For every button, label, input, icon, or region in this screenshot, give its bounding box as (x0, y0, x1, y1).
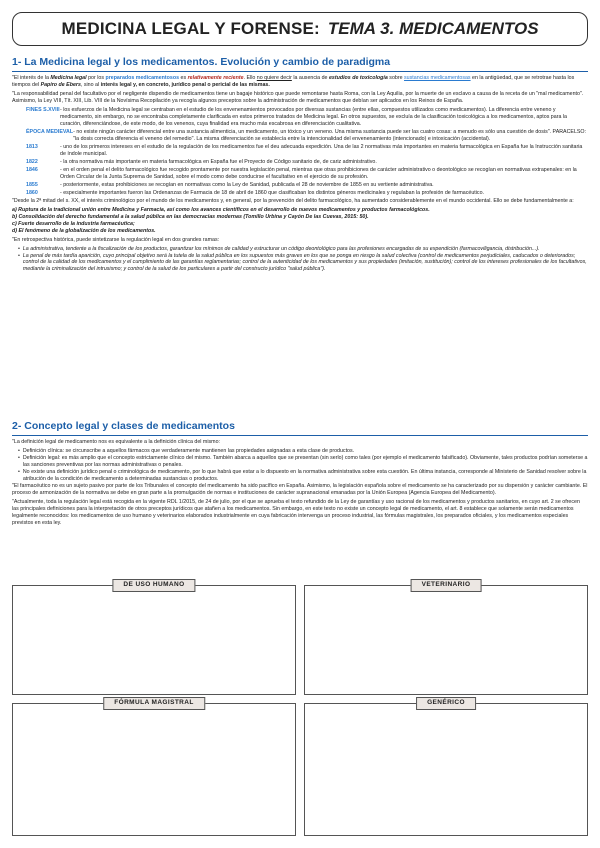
list-item: • La administrativa, tendente a la fiscalización de los productos, garantizar los mínimos de calidad y estructurar un código deontológico para las profesiones encargadas de su expendición (farmacoviligancia, distribución...). (18, 245, 540, 252)
section-2 (12, 420, 588, 529)
s1-paragraph-4: "En retrospectiva histórica, puede sintetizarse la regulación legal en dos grandes ramas: (12, 236, 220, 243)
causes-list (12, 207, 588, 235)
bullet-icon: • (18, 454, 20, 461)
bullet-icon: • (18, 468, 20, 475)
timeline-item (26, 159, 588, 166)
bullet-icon: • (18, 252, 20, 259)
bullet-icon: • (18, 245, 20, 252)
box-title: FÓRMULA MAGISTRAL (103, 697, 205, 710)
s1-paragraph-3: "Desde la 2ª mitad del s. XX, el interés criminológico por el mundo de los medicamentos y, en general, por la prevención del delito farmacológico, ha aumentado considerablemente en el mundo occidental. Ello se debe fundamentalmente a: (12, 197, 574, 204)
s1-paragraph-2: "La responsabilidad penal del facultativo por el negligente dispendio de medicamentos tiene un bagaje histórico que puede remontarse hasta Roma, con la Ley Aquilia, por la muerte de un esclavo a causa de la receta de un "mal medicamento". Asimismo, la Ley VIII, Tít. XIII, Lib. VIII de la Novísima Recopilación ya recogía algunos preceptos sobre la administración de medicamentos que debían ser aplicados en los Reinos de España. (12, 90, 584, 104)
box-title: VETERINARIO (411, 579, 482, 592)
page-title: MEDICINA LEGAL Y FORENSE: (61, 18, 320, 38)
timeline-text: - especialmente importantes fueron las Ordenanzas de Farmacia de 18 de abril de 1860 que clasificaban los distintos géneros medicinales y regulaban la profesión de farmacéutico. (60, 189, 484, 196)
list-item: • Definición legal: es más amplio que el concepto estrictamente clínico del mismo. También abarca a aquellos que se presentan (sin serlo) como tales (por ejemplo el medicamento falsificado). Obviamente, tales productos podrían someterse a las sanciones preventivas por las normas administrativas o penales. (18, 454, 588, 468)
list-item: b) Consolidación del derecho fundamental a la salud pública en las democracias modernas (Tomillo Urbina y Cayón De las Cuevas, 2015: 50). (12, 213, 369, 220)
box-veterinario (304, 581, 588, 695)
list-item: • La penal de más tardía aparición, cuyo principal objetivo será la tutela de la salud pública en los supuestos más graves en los que se ponga en riesgo la salud colectiva (control de medicamentos perjudiciales, caducados o deteriorados; control de la calidad de los medicamentos y el cumplimiento de las garantías reglamentarias; control de la autenticidad de los medicamentos y sus propiedades (imitación, sustitución); control de los intereses profesionales de los facultativos, mediante la criminalización del intrusismo; y control de la salud de los particulares a partir del constructo jurídico "salud pública"). (18, 252, 587, 273)
timeline-item (26, 144, 588, 158)
timeline-text: - la otra normativa más importante en materia farmacológica en España fue el Proyecto de Código sanitario de, de cariz administrativo. (60, 158, 377, 165)
list-item: a) Ruptura de la tradicional unión entre Medicina y Farmacia, así como los avances científicos en el desarrollo de nuevos medicamentos y productos farmacológicos. (12, 206, 430, 213)
timeline-text: - los esfuerzos de la Medicina legal se centraban en el estudio de los envenenamientos provocados por diversas sustancias (entre ellas, compuestos utilizados como medicamentos). La diferencia entre veneno y medicamento, sin embargo, no se encontraba completamente clarificada en estos primeros tratados de Medicina legal. En otros supuestos, se excluía de la clasificación toxicológica a los medicamentos, aptos para la curación, diferenciándose, de este modo, de los venenos, cuya finalidad era mucho más escabrosa en diferenciación cualitativa. (60, 106, 568, 127)
section-1-heading: 1- La Medicina legal y los medicamentos. Evolución y cambio de paradigma (12, 56, 588, 72)
timeline-item (26, 182, 588, 189)
timeline-item (26, 107, 588, 128)
timeline-text: - en el orden penal el delito farmacológico fue recogido prontamente por nuestra legislación penal, mientras que otras prohibiciones de carácter administrativo o deontológico se recogían en normativas extrapenales: en la Orden Circular de la Junta Suprema de Sanidad, sobre el modo como debe conducirse el facultativo en el ejercicio de su profesión. (60, 166, 577, 180)
page-header (12, 12, 588, 46)
box-generico (304, 699, 588, 836)
timeline-date: 1846 (26, 166, 38, 173)
page-subtitle: TEMA 3. MEDICAMENTOS (327, 18, 539, 38)
section-1 (12, 56, 588, 273)
box-title: DE USO HUMANO (112, 579, 195, 592)
timeline-text: - uno de los primeros intereses en el estudio de la regulación de los medicamentos fue el deu adecuada expedición. Una de las 2 normativas más importantes en materia farmacológica en España fue la Instrucción sanitaria de índole municipal. (60, 143, 583, 157)
box-uso-humano (12, 581, 296, 695)
timeline-date: 1855 (26, 181, 38, 188)
list-item: • Definición clínica: se circunscribe a aquellos fármacos que verdaderamente mantienen las propiedades asignadas a esta clase de productos. (18, 447, 355, 454)
s2-paragraph-3: "Actualmente, toda la regulación legal está recogida en la vigente RDL 1/2015, de 24 de julio, por el que se aprueba el texto refundido de la Ley de garantías y uso racional de los medicamentos y productos sanitarios, en cuyo art. 2 se ofrecen las principales definiciones para la interpretación de otros preceptos jurídicos que atañen a los medicamentos. Sin embargo, en este texto no existe un concepto legal de medicamento, el art. 8 establece que solamente serán medicamentos legalmente reconocidos: los medicamentos de uso humano y veterinarios elaborados industrialmente en cuya fabricación intervenga un proceso industrial, las fórmulas magistrales, los preparados oficiales, y los medicamentos especiales previstos en esta ley. (12, 498, 580, 526)
list-item: • No existe una definición jurídico penal o criminológica de medicamento, por lo que habrá que estar a lo dispuesto en la normativa administrativa sobre esta cuestión. En última instancia, corresponde al Ministerio de Sanidad resolver sobre la atribución de la condición de medicamento a determinadas sustancias o productos. (18, 468, 587, 482)
timeline-item (26, 129, 588, 143)
box-formula-magistral (12, 699, 296, 836)
list-item: c) Fuerte desarrollo de la industria farmacéutica; (12, 220, 135, 227)
timeline-date: FINES S.XVIII (26, 106, 60, 113)
timeline-date: ÉPOCA MEDIEVAL (26, 128, 74, 135)
timeline-text: - no existe ningún carácter diferencial entre una sustancia alimenticia, un medicamento, un tóxico y un veneno. Una misma sustancia puede ser las cuatro cosas: a menudo es sólo una cuestión de dosis". PARACELSO: "la dosis correcta diferencia el veneno del remedio". La misma diferenciación se establecía entre la intencionalidad del envenenamiento (intencionado) e intoxicación (accidental). (73, 128, 587, 142)
timeline-item (26, 190, 588, 197)
bullet-icon: • (18, 447, 20, 454)
box-title: GENÉRICO (416, 697, 476, 710)
timeline-date: 1813 (26, 143, 38, 150)
s2-paragraph-2: "El farmacéutico no es un sujeto pasivo por parte de los Tribunales el concepto del medicamento ha sido pacífico en España. Asimismo, la legislación española sobre el medicamento se ha caracterizado por su dispersión y carácter cambiante. El proceso de armonización de la normativa se debe en gran parte a la promulgación de normas e instituciones de carácter supranacional emanadas por la Unión Europea (Agencia Europea del Medicamento). (12, 482, 588, 496)
s1-paragraph-1: "El interés de la Medicina legal por los preparados medicamentosos es relativamente reciente. Ello no quiere decir la ausencia de estudios de toxicología sobre sustancias medicamentosas en la antigüedad, que se retrotrae hasta los tiempos del Papiro de Ebers, sino al interés legal y, en concreto, jurídico penal o pericial de las mismas. (12, 74, 575, 88)
list-item: d) El fenómeno de la globalización de los medicamentos. (12, 227, 156, 234)
timeline-date: 1860 (26, 189, 38, 196)
timeline-text: - posteriormente, estas prohibiciones se recogían en normativas como la Ley de Sanidad, publicada el 28 de noviembre de 1855 en su vertiente administrativa. (60, 181, 434, 188)
section-2-heading: 2- Concepto legal y clases de medicamentos (12, 420, 588, 436)
s2-paragraph-1: "La definición legal de medicamento nos es equivalente a la definición clínica del mismo: (12, 438, 220, 445)
timeline-item (26, 167, 588, 181)
timeline-date: 1822 (26, 158, 38, 165)
